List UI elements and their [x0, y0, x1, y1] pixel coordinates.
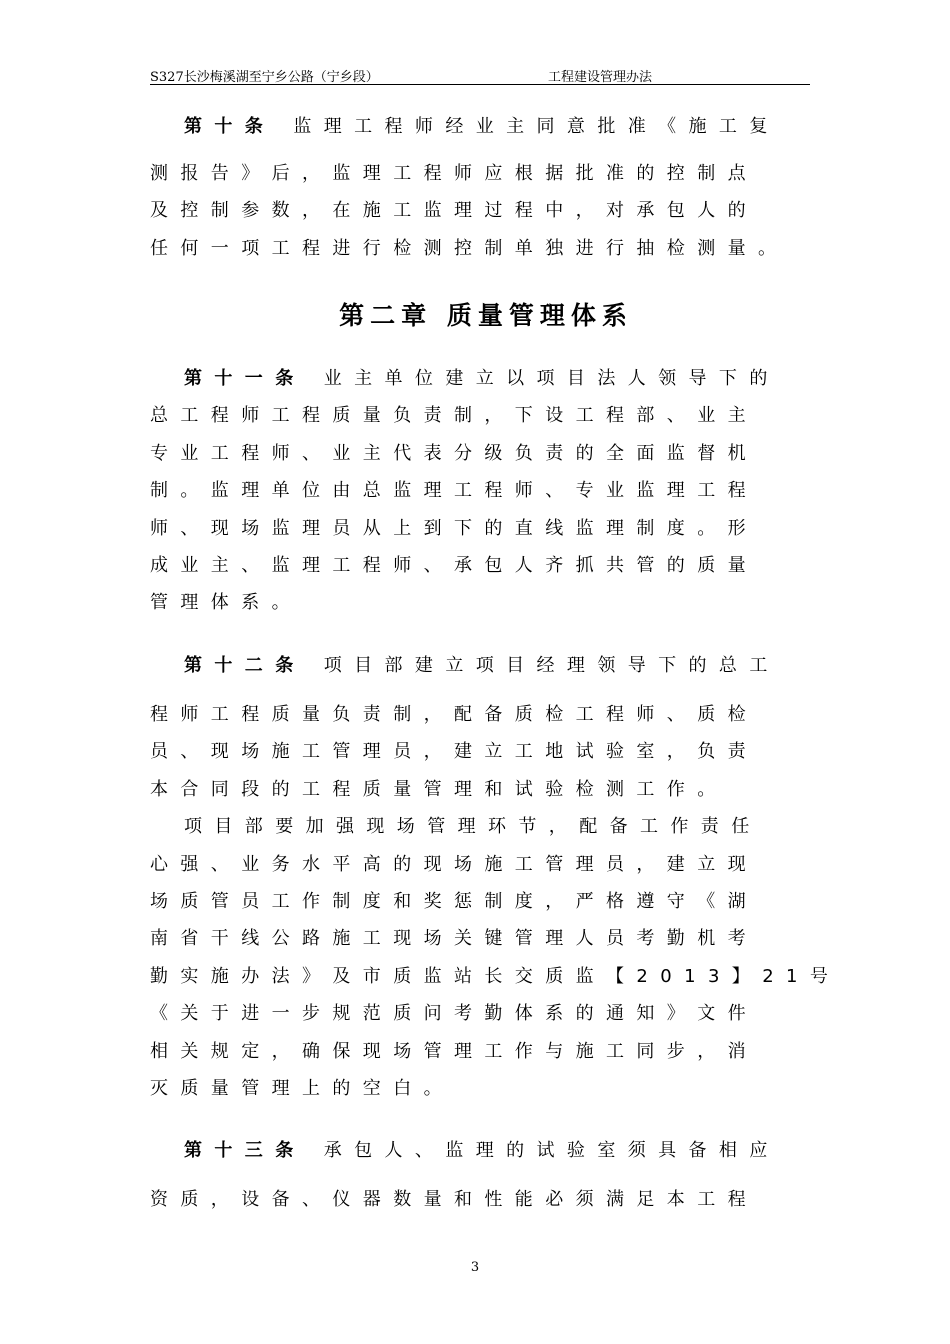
article-12-line-4: 本合同段的工程质量管理和试验检测工作。: [150, 778, 728, 800]
article-12-line-5: 项目部要加强现场管理环节，配备工作责任: [184, 816, 762, 838]
page-header: [150, 66, 810, 85]
article-12-line-8: 南省干线公路施工现场关键管理人员考勤机考: [150, 928, 758, 950]
article-13-label: 第十三条: [184, 1140, 306, 1161]
article-11-line-2: 总工程师工程质量负责制，下设工程部、业主: [150, 405, 758, 427]
article-12-line-11: 相关规定，确保现场管理工作与施工同步，消: [150, 1040, 758, 1062]
article-11-line-5: 师、现场监理员从上到下的直线监理制度。形: [150, 517, 758, 539]
article-12: [150, 647, 841, 1107]
article-11-line-7: 管理体系。: [150, 592, 302, 614]
chapter-title: 第二章 质量管理体系: [339, 301, 633, 330]
article-11-line-1: 业主单位建立以项目法人领导下的: [305, 368, 780, 389]
article-11: [150, 360, 822, 622]
article-11-line-3: 专业工程师、业主代表分级负责的全面监督机: [150, 442, 758, 464]
article-10-line-3: 及控制参数，在施工监理过程中，对承包人的: [150, 200, 758, 222]
article-10-label: 第十条: [184, 116, 276, 137]
header-document-title: 工程建设管理办法: [548, 70, 653, 85]
article-10-line-2: 测报告》后，监理工程师应根据批准的控制点: [150, 163, 758, 184]
article-11-line-6: 成业主、监理工程师、承包人齐抓共管的质量: [150, 554, 758, 576]
article-12-line-1: 项目部建立项目经理领导下的总工: [305, 655, 780, 676]
page-number: 3: [470, 1260, 480, 1275]
article-12-line-10: 《关于进一步规范质问考勤体系的通知》文件: [150, 1003, 758, 1025]
article-12-line-7: 场质管员工作制度和奖惩制度，严格遵守《湖: [150, 890, 758, 912]
article-10-line-4: 任何一项工程进行检测控制单独进行抽检测量。: [150, 237, 789, 259]
article-10: [150, 108, 822, 267]
article-11-label: 第十一条: [184, 368, 306, 389]
article-12-line-3: 员、现场施工管理员，建立工地试验室，负责: [150, 741, 758, 763]
article-12-line-2: 程师工程质量负责制，配备质检工程师、质检: [150, 704, 758, 725]
article-11-line-4: 制。监理单位由总监理工程师、专业监理工程: [150, 480, 758, 502]
article-13-line-2: 资质，设备、仪器数量和性能必须满足本工程: [150, 1189, 758, 1210]
header-project-name: S327长沙梅溪湖至宁乡公路（宁乡段）: [150, 70, 379, 85]
article-12-line-9: 勤实施办法》及市质监站长交质监【2013】21号: [150, 965, 841, 987]
article-12-line-6: 心强、业务水平高的现场施工管理员，建立现: [150, 853, 758, 875]
article-10-line-1: 监理工程师经业主同意批准《施工复: [275, 116, 780, 137]
article-12-label: 第十二条: [184, 655, 306, 676]
article-13-line-1: 承包人、监理的试验室须具备相应: [305, 1140, 780, 1161]
article-13: [150, 1132, 822, 1218]
article-12-line-12: 灭质量管理上的空白。: [150, 1077, 454, 1099]
